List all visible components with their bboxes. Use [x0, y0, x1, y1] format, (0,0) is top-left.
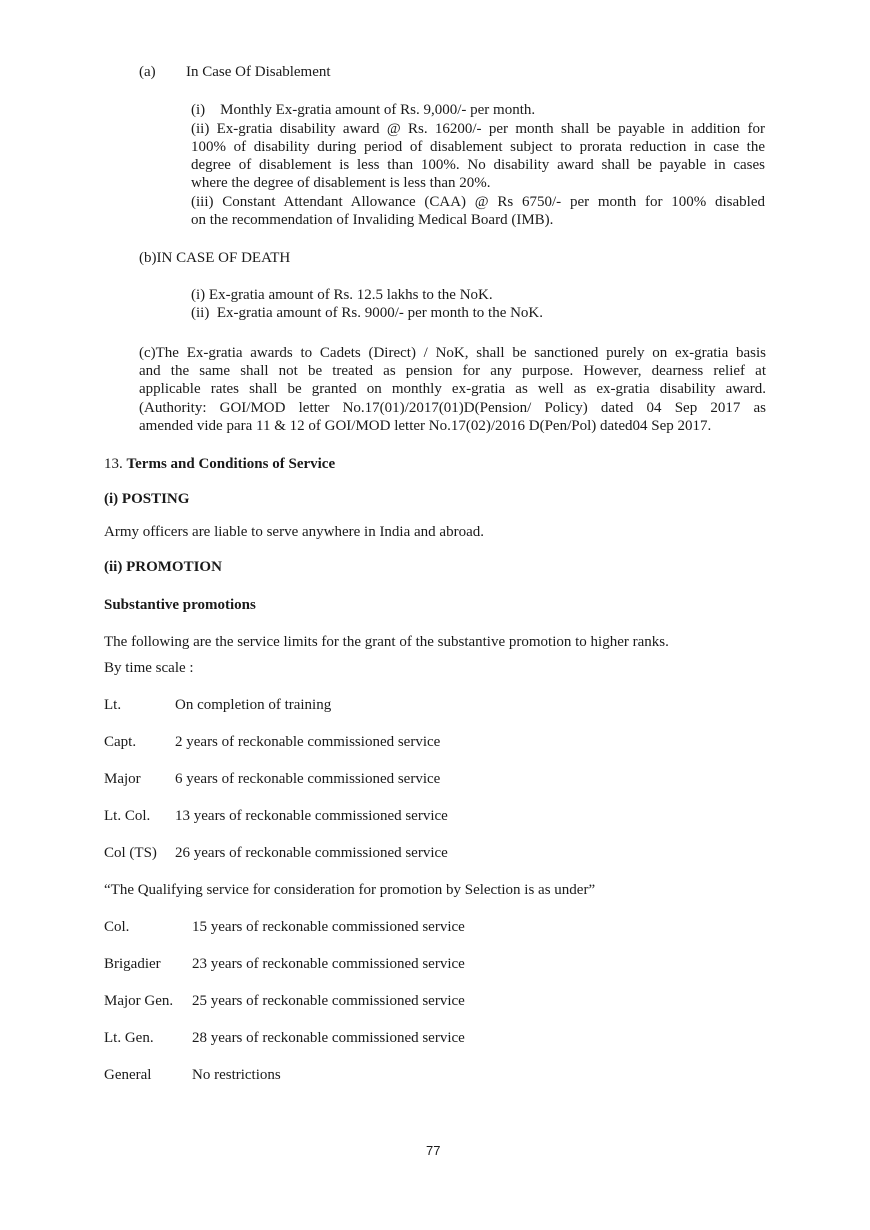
selection-service: 15 years of reckonable commissioned service	[192, 919, 465, 935]
disablement-item-iii-line: (iii) Constant Attendant Allowance (CAA) @ Rs 6750/- per month for 100% disabled	[191, 194, 765, 210]
selection-service: No restrictions	[192, 1067, 281, 1083]
time-scale-rank: Lt. Col.	[104, 808, 151, 824]
disablement-item-ii-line: where the degree of disablement is less than 20%.	[191, 175, 491, 191]
time-scale-service: On completion of training	[175, 697, 332, 713]
time-scale-rank: Col (TS)	[104, 845, 157, 861]
disablement-item-i: (i) Monthly Ex-gratia amount of Rs. 9,000/- per month.	[191, 102, 536, 118]
disablement-item-iii-line: on the recommendation of Invaliding Medical Board (IMB).	[191, 212, 554, 228]
posting-heading: (i) POSTING	[104, 491, 190, 507]
para-c-line: and the same shall not be treated as pension for any purpose. However, dearness relief at	[139, 363, 766, 379]
time-scale-rank: Capt.	[104, 734, 137, 750]
selection-rank: Major Gen.	[104, 993, 174, 1009]
time-scale-label: By time scale :	[104, 660, 194, 676]
time-scale-service: 26 years of reckonable commissioned service	[175, 845, 448, 861]
selection-rank: General	[104, 1067, 152, 1083]
time-scale-service: 6 years of reckonable commissioned service	[175, 771, 441, 787]
selection-service: 25 years of reckonable commissioned service	[192, 993, 465, 1009]
page-number: 77	[426, 1143, 441, 1158]
selection-service: 23 years of reckonable commissioned service	[192, 956, 465, 972]
promotion-intro: The following are the service limits for the grant of the substantive promotion to higher ranks.	[104, 634, 669, 650]
death-heading: (b)IN CASE OF DEATH	[139, 250, 291, 266]
disablement-item-ii-line: degree of disablement is less than 100%. No disability award shall be payable in cases	[191, 157, 765, 173]
section-number: 13.	[104, 456, 123, 472]
substantive-promotions-heading: Substantive promotions	[104, 597, 256, 613]
time-scale-service: 13 years of reckonable commissioned service	[175, 808, 448, 824]
time-scale-service: 2 years of reckonable commissioned service	[175, 734, 441, 750]
section-title: Terms and Conditions of Service	[126, 456, 336, 472]
time-scale-rank: Major	[104, 771, 141, 787]
death-item-i: (i) Ex-gratia amount of Rs. 12.5 lakhs to the NoK.	[191, 287, 493, 303]
posting-text: Army officers are liable to serve anywhere in India and abroad.	[104, 524, 484, 540]
death-item-ii: (ii) Ex-gratia amount of Rs. 9000/- per month to the NoK.	[191, 305, 544, 321]
selection-rank: Col.	[104, 919, 130, 935]
section-13-heading	[104, 455, 335, 474]
para-c-line: (Authority: GOI/MOD letter No.17(01)/2017(01)D(Pension/ Policy) dated 04 Sep 2017 as	[139, 400, 766, 416]
para-c-line: applicable rates shall be granted on monthly ex-gratia as well as ex-gratia disability award.	[139, 381, 766, 397]
selection-rank: Brigadier	[104, 956, 161, 972]
disablement-item-ii-line: (ii) Ex-gratia disability award @ Rs. 16200/- per month shall be payable in addition for	[191, 121, 765, 137]
disablement-item-ii-line: 100% of disability during period of disablement subject to prorata reduction in case the	[191, 139, 765, 155]
promotion-heading: (ii) PROMOTION	[104, 559, 222, 575]
time-scale-rank: Lt.	[104, 697, 122, 713]
selection-rank: Lt. Gen.	[104, 1030, 154, 1046]
para-a-label: (a)	[139, 64, 156, 80]
disablement-heading: In Case Of Disablement	[186, 64, 331, 80]
para-c-line: (c)The Ex-gratia awards to Cadets (Direct) / NoK, shall be sanctioned purely on ex-gratia basis	[139, 345, 766, 361]
para-c-line: amended vide para 11 & 12 of GOI/MOD letter No.17(02)/2016 D(Pen/Pol) dated04 Sep 2017.	[139, 418, 712, 434]
selection-service: 28 years of reckonable commissioned service	[192, 1030, 465, 1046]
selection-intro: “The Qualifying service for consideration for promotion by Selection is as under”	[104, 882, 596, 898]
